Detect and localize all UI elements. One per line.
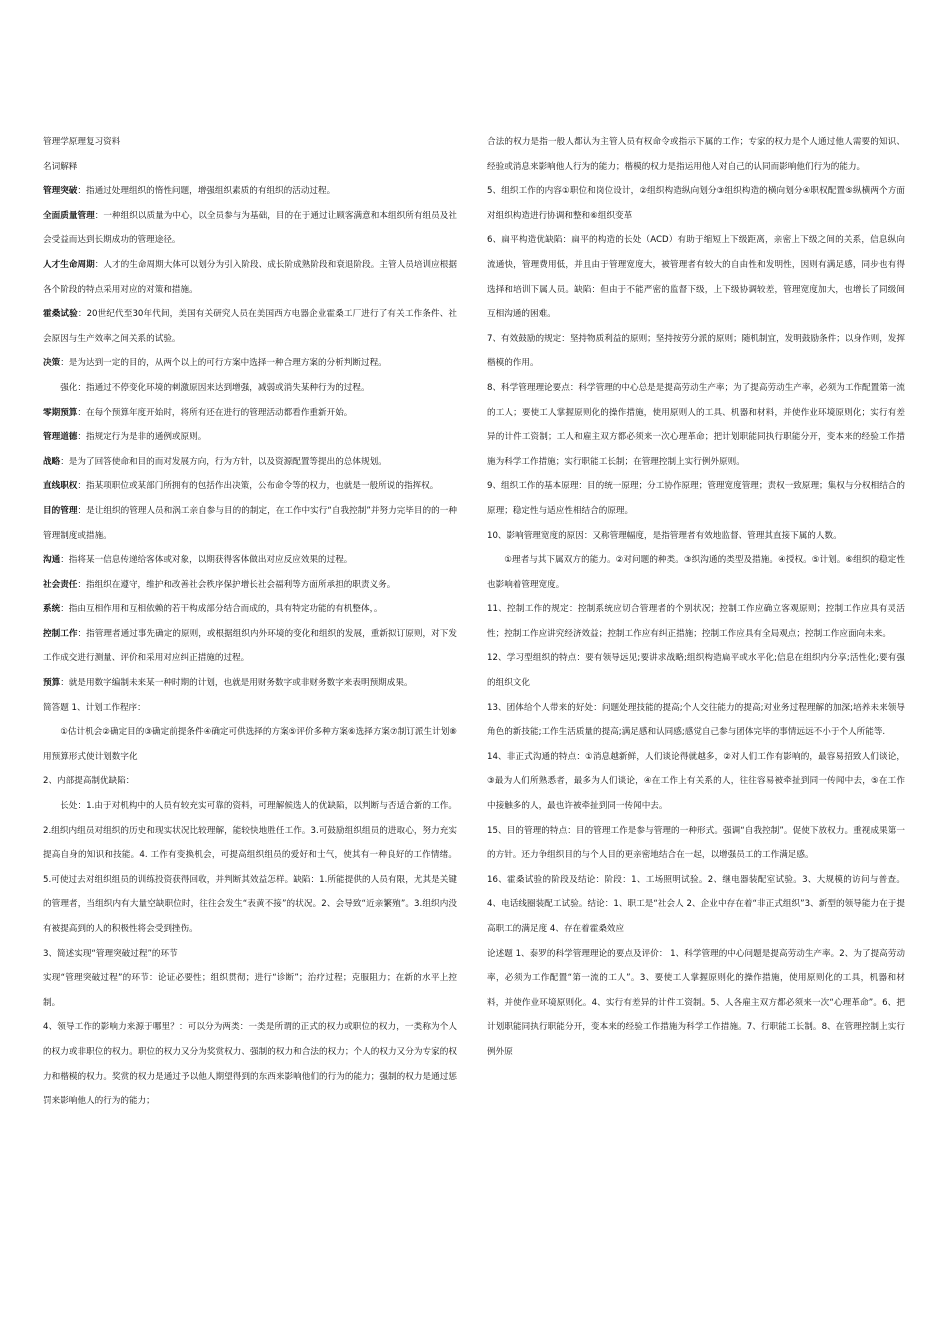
paragraph (487, 179, 905, 228)
term-label: 沟通 (43, 555, 61, 566)
right-column (487, 130, 905, 1065)
paragraph (487, 745, 905, 819)
term-label: 控制工作 (43, 628, 78, 639)
paragraph-text: ：指某项职位或某部门所拥有的包括作出决策，公布命令等的权力，也就是一般所说的指挥权。 (77, 481, 439, 492)
paragraph (487, 868, 905, 942)
paragraph (43, 376, 457, 401)
paragraph-text: ：指组织在遵守，维护和改善社会秩序保护增长社会福利等方面所承担的职责义务。 (77, 579, 396, 590)
paragraph-text: 合法的权力是指一般人都认为主管人员有权命令或指示下属的工作；专家的权力是个人通过他人需要的知识、经验或消息来影响他人行为的能力；楷模的权力是指运用他人对自己的认同而影响他们行为的能力。 (487, 137, 905, 172)
paragraph-text: ：就是用数字编制未来某一种时期的计划，也就是用财务数字或非财务数字来表明预期成果。 (60, 678, 413, 689)
paragraph-text: ：是让组织的管理人员和涡工亲自参与目的的制定，在工作中实行“自我控制”并努力完毕目的的一种管理制度或措施。 (43, 505, 457, 541)
paragraph-text: 12、学习型组织的特点：要有领导远见;要讲求战略;组织构造扁平或水平化;信息在组织内分享;活性化;要有强的组织文化 (487, 653, 905, 689)
paragraph (43, 499, 457, 548)
term-label: 社会责任 (43, 579, 78, 590)
paragraph-text: ：指通过处理组织的惰性问题，增强组织素质的有组织的活动过程。 (77, 186, 336, 197)
paragraph (43, 204, 457, 253)
term-label: 战略 (43, 456, 61, 467)
paragraph-text: ①估计机会②确定目的③确定前提条件④确定可供选择的方案⑤评价多种方案⑥选择方案⑦制订派生计划⑧用预算形式使计划数字化 (43, 727, 457, 762)
term-label: 霍桑试验 (43, 309, 78, 320)
paragraph-text: 9、组织工作的基本原理：目的统一原理；分工协作原理；管理宽度管理；责权一致原理；集权与分权相结合的原理；稳定性与适应性相结合的原理。 (487, 481, 905, 516)
paragraph (43, 401, 457, 426)
paragraph-text: ：一种组织以质量为中心，以全员参与为基础，目的在于通过让顾客满意和本组织所有组员及社会受益而达到长期成功的管理途径。 (43, 210, 457, 246)
paragraph (43, 130, 457, 155)
paragraph (43, 769, 457, 794)
paragraph-text: ：在每个预算年度开始时，将所有还在进行的管理活动都看作重新开始。 (77, 407, 353, 418)
paragraph (487, 228, 905, 326)
paragraph-text: 8、科学管理理论要点：科学管理的中心总是是提高劳动生产率；为了提高劳动生产率，必须为工作配置第一流的工人；要使工人掌握原则化的操作措施，使用原则人的工具、机器和材料，并使作业环境原则化；实行有差异的计件工资制；工人和雇主双方都必须来一次心理革命；把计划职能同执行职能分开，变本来的经验工作措施为科学工作措施；实行职能工长制；在管理控制上实行例外原则。 (487, 382, 905, 467)
paragraph-text: 管理学原理复习资料 (43, 137, 121, 147)
paragraph-text: 3、简述实现“管理突破过程”的环节 (43, 948, 178, 959)
paragraph-text: ：指将某一信息传递给客体或对象，以期获得客体做出对应反应效果的过程。 (60, 555, 353, 566)
paragraph (43, 351, 457, 376)
paragraph (43, 696, 457, 721)
paragraph (43, 548, 457, 573)
term-label: 预算 (43, 678, 61, 689)
paragraph-text: ：20世纪代至30年代间，美国有关研究人员在美国西方电器企业霍桑工厂进行了有关工作条件、社会原因与生产效率之间关系的试验。 (43, 309, 457, 344)
paragraph (487, 819, 905, 868)
paragraph-text: ①理者与其下属双方的能力。②对问题的种类。③织沟通的类型及措施。④授权。⑤计划。⑥组织的稳定性也影响着管理宽度。 (487, 555, 905, 590)
paragraph-text: 名词解释 (43, 161, 78, 172)
paragraph (43, 425, 457, 450)
paragraph (487, 548, 905, 597)
paragraph-text: 简答题 1、计划工作程序： (43, 702, 146, 713)
paragraph-text: 6、扁平构造优缺陷：扁平的构造的长处（ACD）有助于缩短上下级距离，亲密上下级之间的关系，信息纵向流通快，管理费用低，并且由于管理宽度大，被管理者有较大的自由性和发明性，因则有满足感，同步也有得选择和培训下属人员。缺陷：但由于不能严密的监督下级，上下级协调较差，管理宽度加大，也增长了同级间互相沟通的困难。 (487, 235, 905, 320)
paragraph (487, 376, 905, 474)
paragraph-text: 论述题 1、泰罗的科学管理理论的要点及评价： 1、科学管理的中心问题是提高劳动生产率。2、为了提高劳动率，必须为工作配置“第一流的工人”。3、要使工人掌握原则化的操作措施，使用原则化的工具，机器和材料，并使作业环境原则化。4、实行有差异的计件工资制。5、人各雇主双方都必须来一次“心理革命”。6、把计划职能同执行职能分开，变本来的经验工作措施为科学工作措施。7、行职能工长制。8、在管理控制上实行例外原 (487, 948, 905, 1057)
paragraph-text: 10、影响管理宽度的原因：又称管理幅度，是指管理者有效地监督、管理其直接下属的人数。 (487, 530, 842, 541)
left-column (43, 130, 457, 1114)
paragraph-text: 5、组织工作的内容①职位和岗位设计，②组织构造纵向划分③组织构造的横向划分④职权配置⑤纵横两个方面对组织构造进行协调和整和⑥组织变革 (487, 186, 905, 221)
paragraph-text: ：指由互相作用和互相依赖的若干构成部分结合而成的，具有特定功能的有机整体，。 (60, 604, 383, 615)
paragraph (43, 794, 457, 942)
paragraph-text: 7、有效鼓励的规定：坚持物质利益的原则；坚持按劳分派的原则；随机制宜，发明鼓励条件；以身作则，发挥楷模的作用。 (487, 333, 905, 369)
paragraph (43, 253, 457, 302)
paragraph (487, 130, 905, 179)
paragraph (43, 942, 457, 967)
paragraph-text: ：指管理者通过事先确定的原则，或根据组织内外环境的变化和组织的发展，重新拟订原则，对下发工作成交进行测量、评价和采用对应纠正措施的过程。 (43, 628, 457, 664)
paragraph-text: 13、团体给个人带来的好处：问题处理技能的提高;个人交往能力的提高;对业务过程理解的加深;培养未来领导角色的新技能;工作生活质量的提高;满足感和认同感;感觉自己参与团体完毕的事情远远不小于个人所能等. (487, 702, 905, 738)
term-label: 零期预算 (43, 407, 78, 418)
paragraph (487, 474, 905, 523)
paragraph-text: 15、目的管理的特点：目的管理工作是参与管理的一种形式。强调“自我控制”。促使下放权力。重视成果第一的方针。还力争组织目的与个人目的更亲密地结合在一起，以增强员工的工作满足感。 (487, 825, 905, 861)
paragraph (487, 327, 905, 376)
term-label: 管理突破 (43, 186, 78, 197)
paragraph (43, 573, 457, 598)
paragraph-text: 14、非正式沟通的特点：①消息越新鲜，人们谈论得就越多，②对人们工作有影响的，最容易招致人们谈论，③最为人们所熟悉者，最多为人们谈论，④在工作上有关系的人，往往容易被牵扯到同一传闻中去，⑤在工作中接触多的人，最也许被牵扯到同一传闻中去。 (487, 751, 905, 812)
paragraph-text: 强化：指通过不停变化环境的刺激原因来达到增强，减弱或消失某种行为的过程。 (60, 382, 370, 393)
paragraph (487, 646, 905, 695)
paragraph (43, 622, 457, 671)
paragraph-text: ：人才的生命周期大体可以划分为引入阶段、成长阶成熟阶段和衰退阶段。主管人员培训应根据各个阶段的特点采用对应的对策和措施。 (43, 259, 457, 295)
paragraph (43, 179, 457, 204)
paragraph-text: 4、领导工作的影响力来源于哪里？：可以分为两类：一类是所谓的正式的权力或职位的权力，一类称为个人的权力或非职位的权力。职位的权力又分为奖赏权力、强制的权力和合法的权力；个人的权力又分为专家的权力和楷模的权力。奖赏的权力是通过予以他人期望得到的东西来影响他们的行为的能力；强制的权力是通过惩罚来影响他人的行为的能力； (43, 1022, 457, 1107)
paragraph (43, 474, 457, 499)
paragraph (43, 1015, 457, 1113)
paragraph (487, 696, 905, 745)
paragraph-text: ：是为达到一定的目的，从两个以上的可行方案中选择一种合理方案的分析判断过程。 (60, 358, 387, 369)
term-label: 系统 (43, 604, 61, 615)
paragraph-text: 长处：1.由于对机构中的人员有较充实可靠的资料，可理解候选人的优缺陷，以判断与否适合新的工作。2.组织内组员对组织的历史和现实状况比较理解，能较快地胜任工作。3.可鼓励组织组员的进取心，努力充实提高自身的知识和技能。4. 工作有变换机会，可提高组织组员的爱好和士气，使其有一种良好的工作情绪。5.可使过去对组织组员的训练投资获得回收，并判断其效益怎样。缺陷：1.所能提供的人员有限，尤其是关键的管理者，当组织内有大量空缺职位时，往往会发生“表黄不接”的状况。2、会导致“近亲繁殖”。3.组织内没有被提高到的人的积极性将会受到挫伤。 (43, 801, 457, 934)
paragraph (487, 524, 905, 549)
term-label: 管理道德 (43, 432, 78, 443)
paragraph-text: ：是为了回答使命和目的而对发展方向，行为方针，以及资源配置等提出的总体规划。 (60, 456, 387, 467)
paragraph (487, 597, 905, 646)
paragraph (43, 302, 457, 351)
paragraph (43, 155, 457, 180)
paragraph-text: 11、控制工作的规定：控制系统应切合管理者的个别状况；控制工作应确立客观原则；控制工作应具有灵活性；控制工作应讲究经济效益；控制工作应有纠正措施；控制工作应具有全局观点；控制工作应面向未来。 (487, 604, 905, 639)
paragraph-text: 2、内部提高制优缺陷： (43, 776, 135, 787)
term-label: 目的管理 (43, 505, 78, 516)
term-label: 直线职权 (43, 481, 78, 492)
paragraph (43, 966, 457, 1015)
term-label: 全面质量管理 (43, 210, 95, 221)
paragraph-text: 实现“管理突破过程”的环节：论证必要性；组织贯彻；进行“诊断”；治疗过程；克服阻力；在新的水平上控制。 (43, 973, 457, 1008)
paragraph (487, 942, 905, 1065)
term-label: 决策 (43, 358, 61, 369)
paragraph (43, 720, 457, 769)
term-label: 人才生命周期 (43, 259, 95, 270)
paragraph-text: 16、霍桑试验的阶段及结论：阶段：1、工场照明试验。2、继电器装配室试验。3、大规模的访问与普查。4、电话线圈装配工试验。结论：1、职工是“社会人 2、企业中存在着“非正式组织”3、新型的领导能力在于提高职工的满足度 4、存在着霍桑效应 (487, 874, 905, 934)
paragraph-text: ：指规定行为是非的通例或原则。 (77, 432, 207, 443)
paragraph (43, 671, 457, 696)
paragraph (43, 597, 457, 622)
paragraph (43, 450, 457, 475)
